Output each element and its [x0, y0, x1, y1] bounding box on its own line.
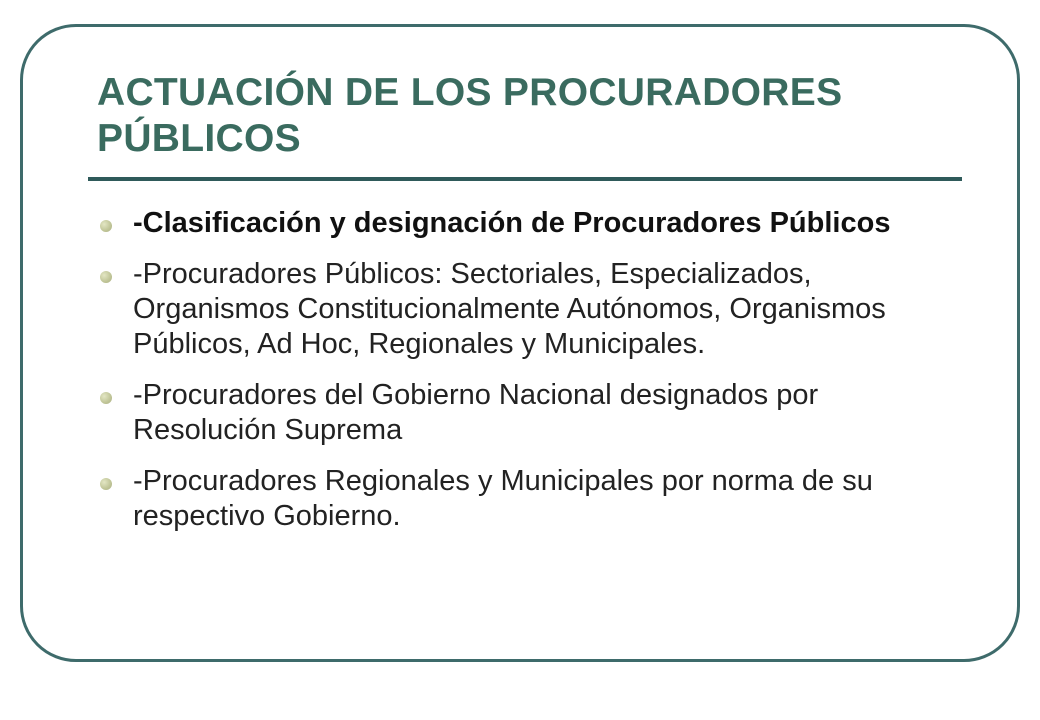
- bullet-item: [100, 206, 960, 241]
- bullet-dot-icon: [100, 220, 112, 232]
- bullet-text: -Procuradores Regionales y Municipales por norma de su respectivo Gobierno.: [133, 465, 873, 532]
- bullet-text: -Clasificación y designación de Procuradores Públicos: [133, 207, 891, 239]
- bullet-item: [100, 464, 960, 534]
- bullet-dot-icon: [100, 271, 112, 283]
- bullet-list: [100, 206, 960, 550]
- title-divider: [88, 177, 962, 181]
- bullet-dot-icon: [100, 392, 112, 404]
- slide-title: ACTUACIÓN DE LOS PROCURADORES PÚBLICOS: [97, 71, 843, 160]
- bullet-dot-icon: [100, 478, 112, 490]
- bullet-item: [100, 257, 960, 362]
- bullet-item: [100, 378, 960, 448]
- bullet-text: -Procuradores Públicos: Sectoriales, Especializados, Organismos Constitucionalmente Autónomos, Organismos Públicos, Ad Hoc, Regionales y Municipales.: [133, 258, 886, 360]
- bullet-text: -Procuradores del Gobierno Nacional designados por Resolución Suprema: [133, 379, 819, 446]
